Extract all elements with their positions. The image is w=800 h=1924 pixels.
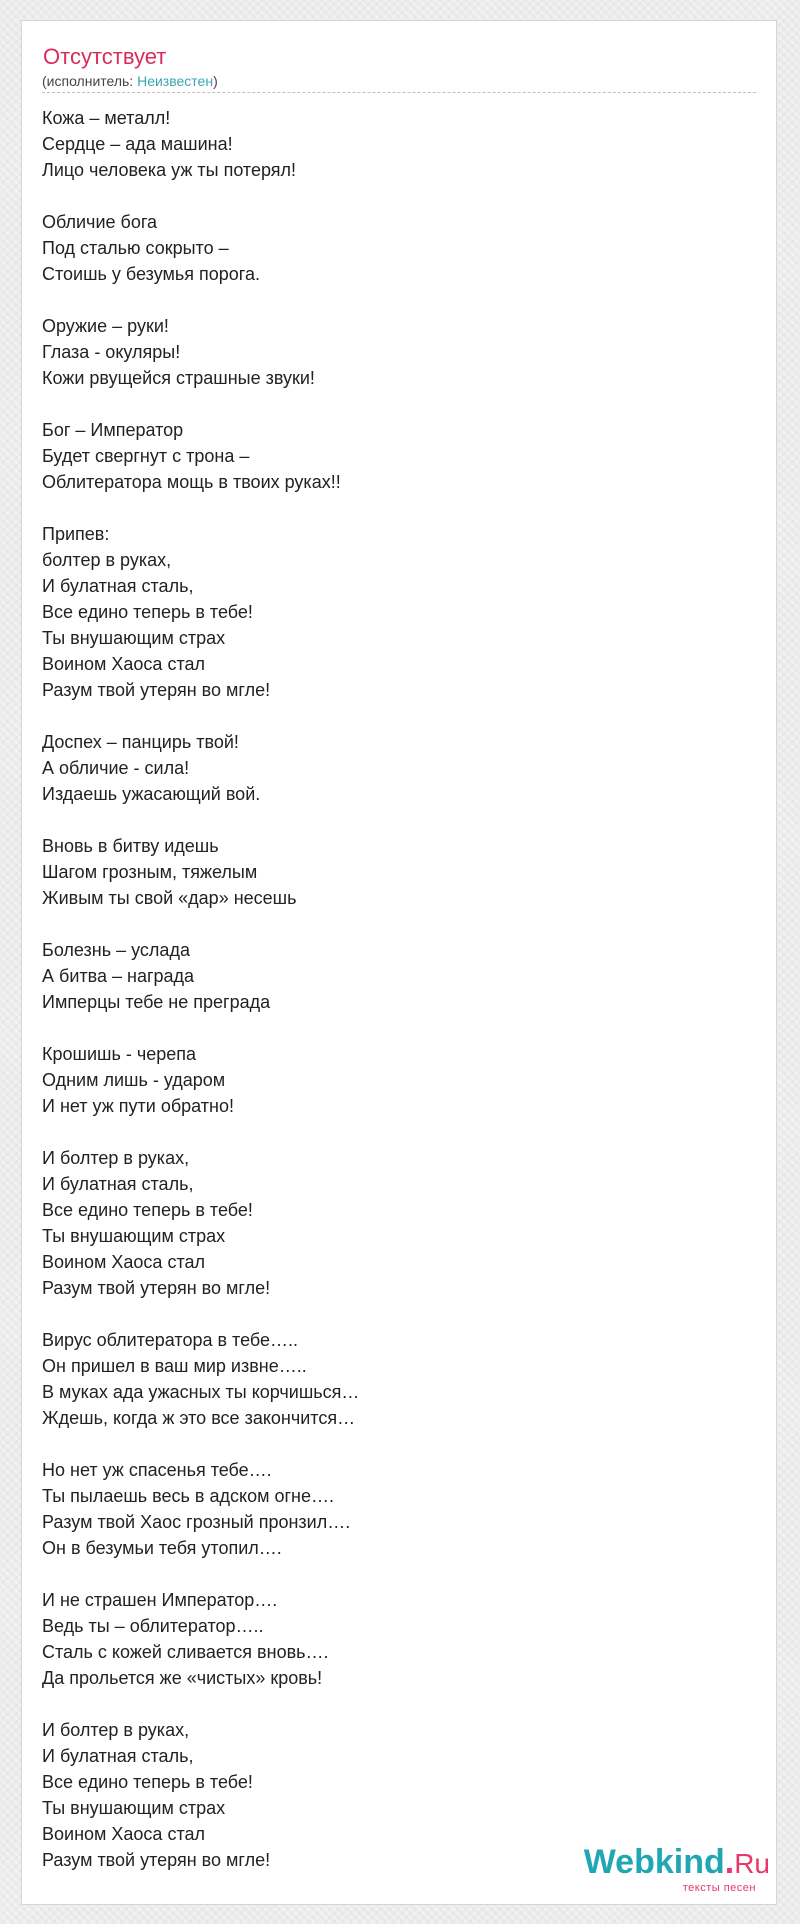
lyric-line: Имперцы тебе не преграда: [42, 992, 271, 1012]
lyric-line: И булатная сталь,: [42, 1746, 194, 1766]
lyrics-card: [21, 20, 777, 1905]
webkind-logo[interactable]: [584, 1844, 770, 1894]
logo-wordmark: [584, 1844, 770, 1882]
lyric-blank-line: [42, 287, 742, 313]
song-title: Отсутствует: [43, 44, 167, 69]
lyric-line: Он пришел в ваш мир извне…..: [42, 1356, 307, 1376]
lyric-line: Обличие бога: [42, 212, 158, 232]
lyric-line: Бог – Император: [42, 420, 184, 440]
lyric-line: Ты внушающим страх: [42, 1226, 226, 1246]
lyric-blank-line: [42, 1119, 742, 1145]
lyric-line: И нет уж пути обратно!: [42, 1096, 234, 1116]
performer-line: [42, 72, 218, 90]
title-divider: [42, 92, 756, 93]
lyric-line: Воином Хаоса стал: [42, 1252, 205, 1272]
lyric-line: Будет свергнут с трона –: [42, 446, 250, 466]
lyric-line: Оружие – руки!: [42, 316, 169, 336]
lyric-line: Под сталью сокрыто –: [42, 238, 229, 258]
lyric-line: Живым ты свой «дар» несешь: [42, 888, 297, 908]
lyric-line: Глаза - окуляры!: [42, 342, 181, 362]
logo-dot: .: [724, 1843, 735, 1881]
lyric-line: Крошишь - черепа: [42, 1044, 196, 1064]
lyric-blank-line: [42, 1301, 742, 1327]
lyric-line: Все едино теперь в тебе!: [42, 1772, 253, 1792]
lyric-line: Лицо человека уж ты потерял!: [42, 160, 297, 180]
lyric-line: Шагом грозным, тяжелым: [42, 862, 258, 882]
lyric-line: Разум твой Хаос грозный пронзил….: [42, 1512, 351, 1532]
lyric-line: И не страшен Император….: [42, 1590, 278, 1610]
lyric-line: Ведь ты – облитератор…..: [42, 1616, 264, 1636]
lyric-line: Ждешь, когда ж это все закончится…: [42, 1408, 356, 1428]
lyric-blank-line: [42, 703, 742, 729]
lyric-line: И болтер в руках,: [42, 1720, 190, 1740]
lyric-line: Припев:: [42, 524, 110, 544]
lyric-line: Болезнь – услада: [42, 940, 190, 960]
lyric-line: И булатная сталь,: [42, 1174, 194, 1194]
lyric-line: Вновь в битву идешь: [42, 836, 219, 856]
lyric-line: В муках ада ужасных ты корчишься…: [42, 1382, 360, 1402]
lyric-line: Он в безумьи тебя утопил….: [42, 1538, 282, 1558]
lyric-line: Ты внушающим страх: [42, 1798, 226, 1818]
lyric-line: Но нет уж спасенья тебе….: [42, 1460, 272, 1480]
lyric-line: Сердце – ада машина!: [42, 134, 233, 154]
lyric-blank-line: [42, 1691, 742, 1717]
lyric-line: А обличие - сила!: [42, 758, 190, 778]
lyric-blank-line: [42, 1561, 742, 1587]
lyric-line: Кожи рвущейся страшные звуки!: [42, 368, 315, 388]
lyric-line: Сталь с кожей сливается вновь….: [42, 1642, 329, 1662]
lyric-line: Разум твой утерян во мгле!: [42, 680, 271, 700]
performer-prefix: (исполнитель:: [42, 73, 138, 89]
lyric-line: Одним лишь - ударом: [42, 1070, 226, 1090]
lyric-blank-line: [42, 183, 742, 209]
lyric-line: Ты пылаешь весь в адском огне….: [42, 1486, 334, 1506]
logo-name: Webkind: [583, 1843, 725, 1881]
lyric-line: Кожа – металл!: [42, 108, 171, 128]
lyric-line: Ты внушающим страх: [42, 628, 226, 648]
lyric-line: И болтер в руках,: [42, 1148, 190, 1168]
performer-link[interactable]: Неизвестен: [137, 73, 214, 89]
lyric-blank-line: [42, 911, 742, 937]
lyric-blank-line: [42, 1431, 742, 1457]
lyric-line: Все едино теперь в тебе!: [42, 602, 253, 622]
lyric-blank-line: [42, 495, 742, 521]
lyric-line: Издаешь ужасающий вой.: [42, 784, 261, 804]
lyric-line: Воином Хаоса стал: [42, 654, 205, 674]
lyric-line: Облитератора мощь в твоих руках!!: [42, 472, 341, 492]
performer-suffix: ): [213, 73, 218, 89]
lyric-line: Воином Хаоса стал: [42, 1824, 205, 1844]
lyric-line: Разум твой утерян во мгле!: [42, 1850, 271, 1870]
lyric-blank-line: [42, 807, 742, 833]
lyric-line: Доспех – панцирь твой!: [42, 732, 239, 752]
lyric-line: болтер в руках,: [42, 550, 172, 570]
lyric-line: Стоишь у безумья порога.: [42, 264, 260, 284]
logo-tld: Ru: [734, 1848, 770, 1879]
lyric-line: Все едино теперь в тебе!: [42, 1200, 253, 1220]
lyric-line: А битва – награда: [42, 966, 195, 986]
lyric-blank-line: [42, 1015, 742, 1041]
lyric-blank-line: [42, 391, 742, 417]
lyric-line: И булатная сталь,: [42, 576, 194, 596]
lyric-line: Разум твой утерян во мгле!: [42, 1278, 271, 1298]
lyrics-text: [42, 105, 742, 1873]
logo-tagline: тексты песен: [682, 1882, 756, 1894]
lyric-line: Вирус облитератора в тебе…..: [42, 1330, 299, 1350]
lyric-line: Да прольется же «чистых» кровь!: [42, 1668, 323, 1688]
